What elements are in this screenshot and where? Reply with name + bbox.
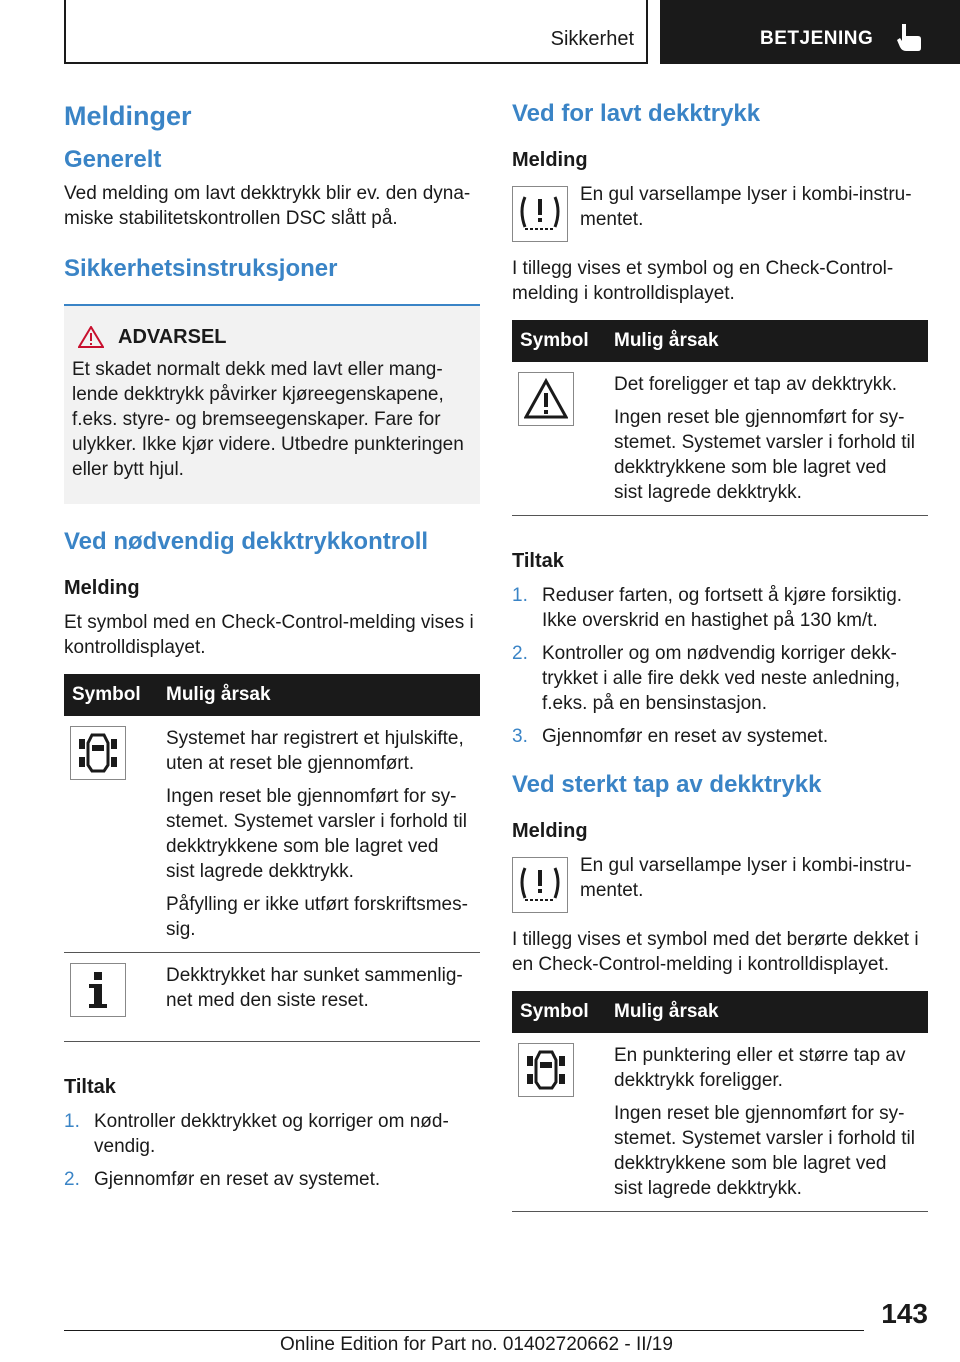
warning-triangle-icon xyxy=(78,326,104,348)
list-item: 1. Kontroller dekktrykket og korriger om nødvendig. xyxy=(64,1110,449,1157)
warning-triangle-icon xyxy=(524,377,568,421)
cause-line: Det foreligger et tap av dekktrykk. xyxy=(614,373,898,395)
header-chapter-title: BETJENING xyxy=(760,28,874,49)
lamp-text: En gul varsellampe lyser i kombi-instrumentet. xyxy=(580,183,912,230)
table-header-symbol: Symbol xyxy=(512,320,606,362)
cause-line: Dekktrykket har sunket sammenlignet med den siste reset. xyxy=(166,964,463,1011)
action-list xyxy=(64,1109,480,1192)
table-row xyxy=(64,716,480,953)
warning-box xyxy=(64,304,480,504)
symbol-table xyxy=(64,674,480,1042)
table-header-symbol: Symbol xyxy=(512,991,606,1033)
list-item: 2. Gjennomfør en reset av systemet. xyxy=(64,1168,381,1190)
general-text: Ved melding om lavt dekktrykk blir ev. den dynamiske stabilitetskontrollen DSC slått på. xyxy=(64,183,471,230)
header-section-title: Sikkerhet xyxy=(550,28,634,50)
message-label: Melding xyxy=(512,148,588,171)
symbol-table xyxy=(512,320,928,516)
cause-line: En punktering eller et større tap av dekktrykk foreligger. xyxy=(614,1044,906,1091)
table-header-cause: Mulig årsak xyxy=(158,674,480,716)
extra-text: I tillegg vises et symbol med det berørte dekket i en Check-Control-melding i kontrolldisplayet. xyxy=(512,928,919,975)
footer-edition: Online Edition for Part no. 01402720662 - II/19 xyxy=(280,1334,673,1355)
cause-line: Ingen reset ble gjennomført for systemet. Systemet varsler i forhold til dekktrykkene som ble lagret ved sist lagrede dekktrykk. xyxy=(614,1102,915,1199)
cause-line: Påfylling er ikke utført forskriftsmessig. xyxy=(166,893,468,940)
header-section-box xyxy=(64,0,648,64)
page-number: 143 xyxy=(881,1298,928,1329)
warning-text: Et skadet normalt dekk med lavt eller manglende dekktrykk påvirker kjøreegenskapene, f.eks. styre- og bremseegenskaper. Fare for ulykker. Ikke kjør videre. Utbedre punkteringen eller bytt hjul. xyxy=(72,358,464,480)
table-row xyxy=(512,362,928,516)
right-column xyxy=(512,100,928,1212)
list-item: 3. Gjennomfør en reset av systemet. xyxy=(512,725,829,747)
header-chapter-box xyxy=(660,0,960,64)
table-row xyxy=(512,1033,928,1212)
page-title: Meldinger xyxy=(64,101,192,131)
check-heading: Ved nødvendig dekktrykkontroll xyxy=(64,527,429,555)
message-label: Melding xyxy=(512,819,588,842)
symbol-table xyxy=(512,991,928,1212)
extra-text: I tillegg vises et symbol og en Check-Control-melding i kontrolldisplayet. xyxy=(512,257,894,304)
left-column xyxy=(64,100,480,1200)
low-pressure-heading: Ved for lavt dekktrykk xyxy=(512,100,761,127)
general-heading: Generelt xyxy=(64,146,162,174)
tire-pressure-warning-icon xyxy=(517,191,563,237)
message-text: Et symbol med en Check-Control-melding vises i kontrolldisplayet. xyxy=(64,611,474,658)
list-item: 2. Kontroller og om nødvendig korriger dekktrykket i alle fire dekk ved neste anledning, f.eks. på en bensinstasjon. xyxy=(512,642,901,714)
cause-line: Systemet har registrert et hjulskifte, uten at reset ble gjennomført. xyxy=(166,727,464,774)
table-header-cause: Mulig årsak xyxy=(606,991,928,1033)
action-list xyxy=(512,583,928,749)
cause-line: Ingen reset ble gjennomført for systemet. Systemet varsler i forhold til dekktrykkene som ble lagret ved sist lagrede dekktrykk. xyxy=(614,406,915,503)
car-tire-icon xyxy=(524,1048,568,1092)
table-row xyxy=(64,952,480,1041)
cause-line: Ingen reset ble gjennomført for systemet. Systemet varsler i forhold til dekktrykkene som ble lagret ved sist lagrede dekktrykk. xyxy=(166,785,467,882)
pointing-hand-icon xyxy=(896,22,922,52)
car-tire-icon xyxy=(76,731,120,775)
list-item: 1. Reduser farten, og fortsett å kjøre forsiktig. Ikke overskrid en hastighet på 130 km/t. xyxy=(512,584,903,631)
action-label: Tiltak xyxy=(64,1075,116,1098)
info-icon xyxy=(76,968,120,1012)
tire-pressure-warning-icon xyxy=(517,862,563,908)
table-header-symbol: Symbol xyxy=(64,674,158,716)
safety-heading: Sikkerhetsinstruksjoner xyxy=(64,255,338,283)
action-label: Tiltak xyxy=(512,549,564,572)
message-label: Melding xyxy=(64,576,140,599)
lamp-text: En gul varsellampe lyser i kombi-instrumentet. xyxy=(580,854,912,901)
footer-divider xyxy=(64,1330,864,1331)
table-header-cause: Mulig årsak xyxy=(606,320,928,362)
strong-loss-heading: Ved sterkt tap av dekktrykk xyxy=(512,770,822,798)
warning-title: ADVARSEL xyxy=(118,325,227,348)
